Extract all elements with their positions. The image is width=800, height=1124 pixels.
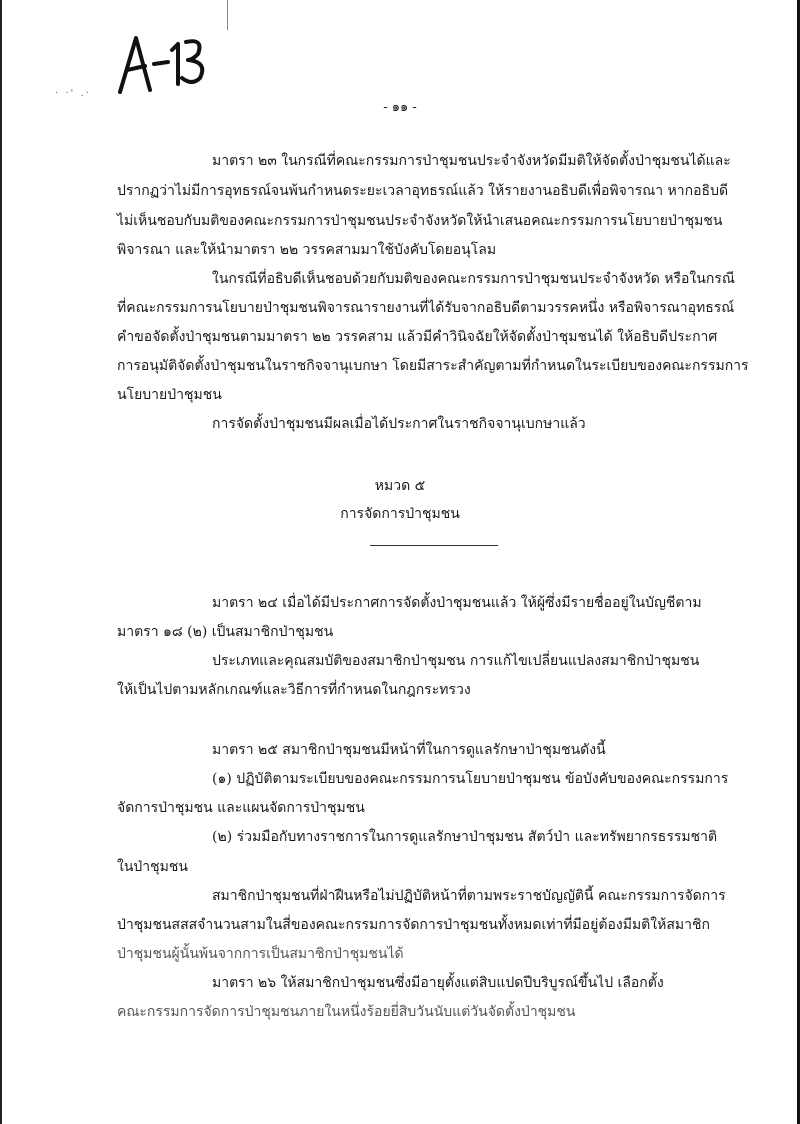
text-line: มาตรา ๑๘ (๒) เป็นสมาชิกป่าชุมชน <box>117 624 334 640</box>
text-line: ป่าชุมชนสสสจำนวนสามในสี่ของคณะกรรมการจัดการป่าชุมชนทั้งหมดเท่าที่มีอยู่ต้องมีมติให้สมาชิก <box>117 917 710 933</box>
text-line: คำขอจัดตั้งป่าชุมชนตามมาตรา ๒๒ วรรคสาม แล้วมีคำวินิจฉัยให้จัดตั้งป่าชุมชนได้ ให้อธิบดีประกาศ <box>117 329 718 345</box>
text-line: (๒) ร่วมมือกับทางราชการในการดูแลรักษาป่าชุมชน สัตว์ป่า และทรัพยากรธรรมชาติ <box>212 829 718 845</box>
scan-mark <box>227 0 228 30</box>
chapter-title: หมวด ๕ <box>374 478 426 494</box>
text-line: การจัดตั้งป่าชุมชนมีผลเมื่อได้ประกาศในราชกิจจานุเบกษาแล้ว <box>212 416 586 432</box>
text-line: จัดการป่าชุมชน และแผนจัดการป่าชุมชน <box>117 800 365 816</box>
scan-edge-left <box>0 0 2 1124</box>
page-number: - ๑๑ - <box>383 100 417 115</box>
text-line: (๑) ปฏิบัติตามระเบียบของคณะกรรมการนโยบายป่าชุมชน ข้อบังคับของคณะกรรมการ <box>212 771 729 787</box>
chapter-divider <box>370 545 498 546</box>
text-line: ประเภทและคุณสมบัติของสมาชิกป่าชุมชน การแก้ไขเปลี่ยนแปลงสมาชิกป่าชุมชน <box>212 653 700 669</box>
text-line: คณะกรรมการจัดการป่าชุมชนภายในหนึ่งร้อยยี่สิบวันนับแต่วันจัดตั้งป่าชุมชน <box>117 1004 576 1020</box>
text-line: ในกรณีที่อธิบดีเห็นชอบด้วยกับมติของคณะกรรมการป่าชุมชนประจำจังหวัด หรือในกรณี <box>212 271 735 287</box>
text-line: การอนุมัติจัดตั้งป่าชุมชนในราชกิจจานุเบกษา โดยมีสาระสำคัญตามที่กำหนดในระเบียบของคณะกรรมการ <box>117 358 749 374</box>
text-line: ป่าชุมชนผู้นั้นพ้นจากการเป็นสมาชิกป่าชุมชนได้ <box>117 946 404 962</box>
text-line: สมาชิกป่าชุมชนที่ฝ่าฝืนหรือไม่ปฏิบัติหน้าที่ตามพระราชบัญญัตินี้ คณะกรรมการจัดการ <box>212 888 726 904</box>
text-line: ให้เป็นไปตามหลักเกณฑ์และวิธีการที่กำหนดในกฎกระทรวง <box>117 682 471 698</box>
text-line: พิจารณา และให้นำมาตรา ๒๒ วรรคสามมาใช้บังคับโดยอนุโลม <box>117 242 497 258</box>
text-line: มาตรา ๒๓ ในกรณีที่คณะกรรมการป่าชุมชนประจำจังหวัดมีมติให้จัดตั้งป่าชุมชนได้และ <box>212 153 731 169</box>
text-line: นโยบายป่าชุมชน <box>117 387 222 403</box>
text-line: มาตรา ๒๕ สมาชิกป่าชุมชนมีหน้าที่ในการดูแลรักษาป่าชุมชนดังนี้ <box>212 742 606 758</box>
handwritten-stamp <box>112 20 212 100</box>
text-line: ไม่เห็นชอบกับมติของคณะกรรมการป่าชุมชนประจำจังหวัดให้นำเสนอคณะกรรมการนโยบายป่าชุมชน <box>117 213 723 229</box>
text-line: ที่คณะกรรมการนโยบายป่าชุมชนพิจารณารายงานที่ได้รับจากอธิบดีตามวรรคหนึ่ง หรือพิจารณาอุทธรณ์ <box>117 300 735 316</box>
text-line: มาตรา ๒๖ ให้สมาชิกป่าชุมชนซึ่งมีอายุตั้งแต่สิบแปดปีบริบูรณ์ขึ้นไป เลือกตั้ง <box>212 975 664 991</box>
text-line: มาตรา ๒๔ เมื่อได้มีประกาศการจัดตั้งป่าชุมชนแล้ว ให้ผู้ซึ่งมีรายชื่ออยู่ในบัญชีตาม <box>212 595 702 611</box>
chapter-subtitle: การจัดการป่าชุมชน <box>340 506 460 522</box>
text-line: ปรากฏว่าไม่มีการอุทธรณ์จนพ้นกำหนดระยะเวลาอุทธรณ์แล้ว ให้รายงานอธิบดีเพื่อพิจารณา หากอธิบดี <box>117 183 729 199</box>
scan-speck: · ·' .· <box>55 88 91 99</box>
text-line: ในป่าชุมชน <box>117 859 188 875</box>
